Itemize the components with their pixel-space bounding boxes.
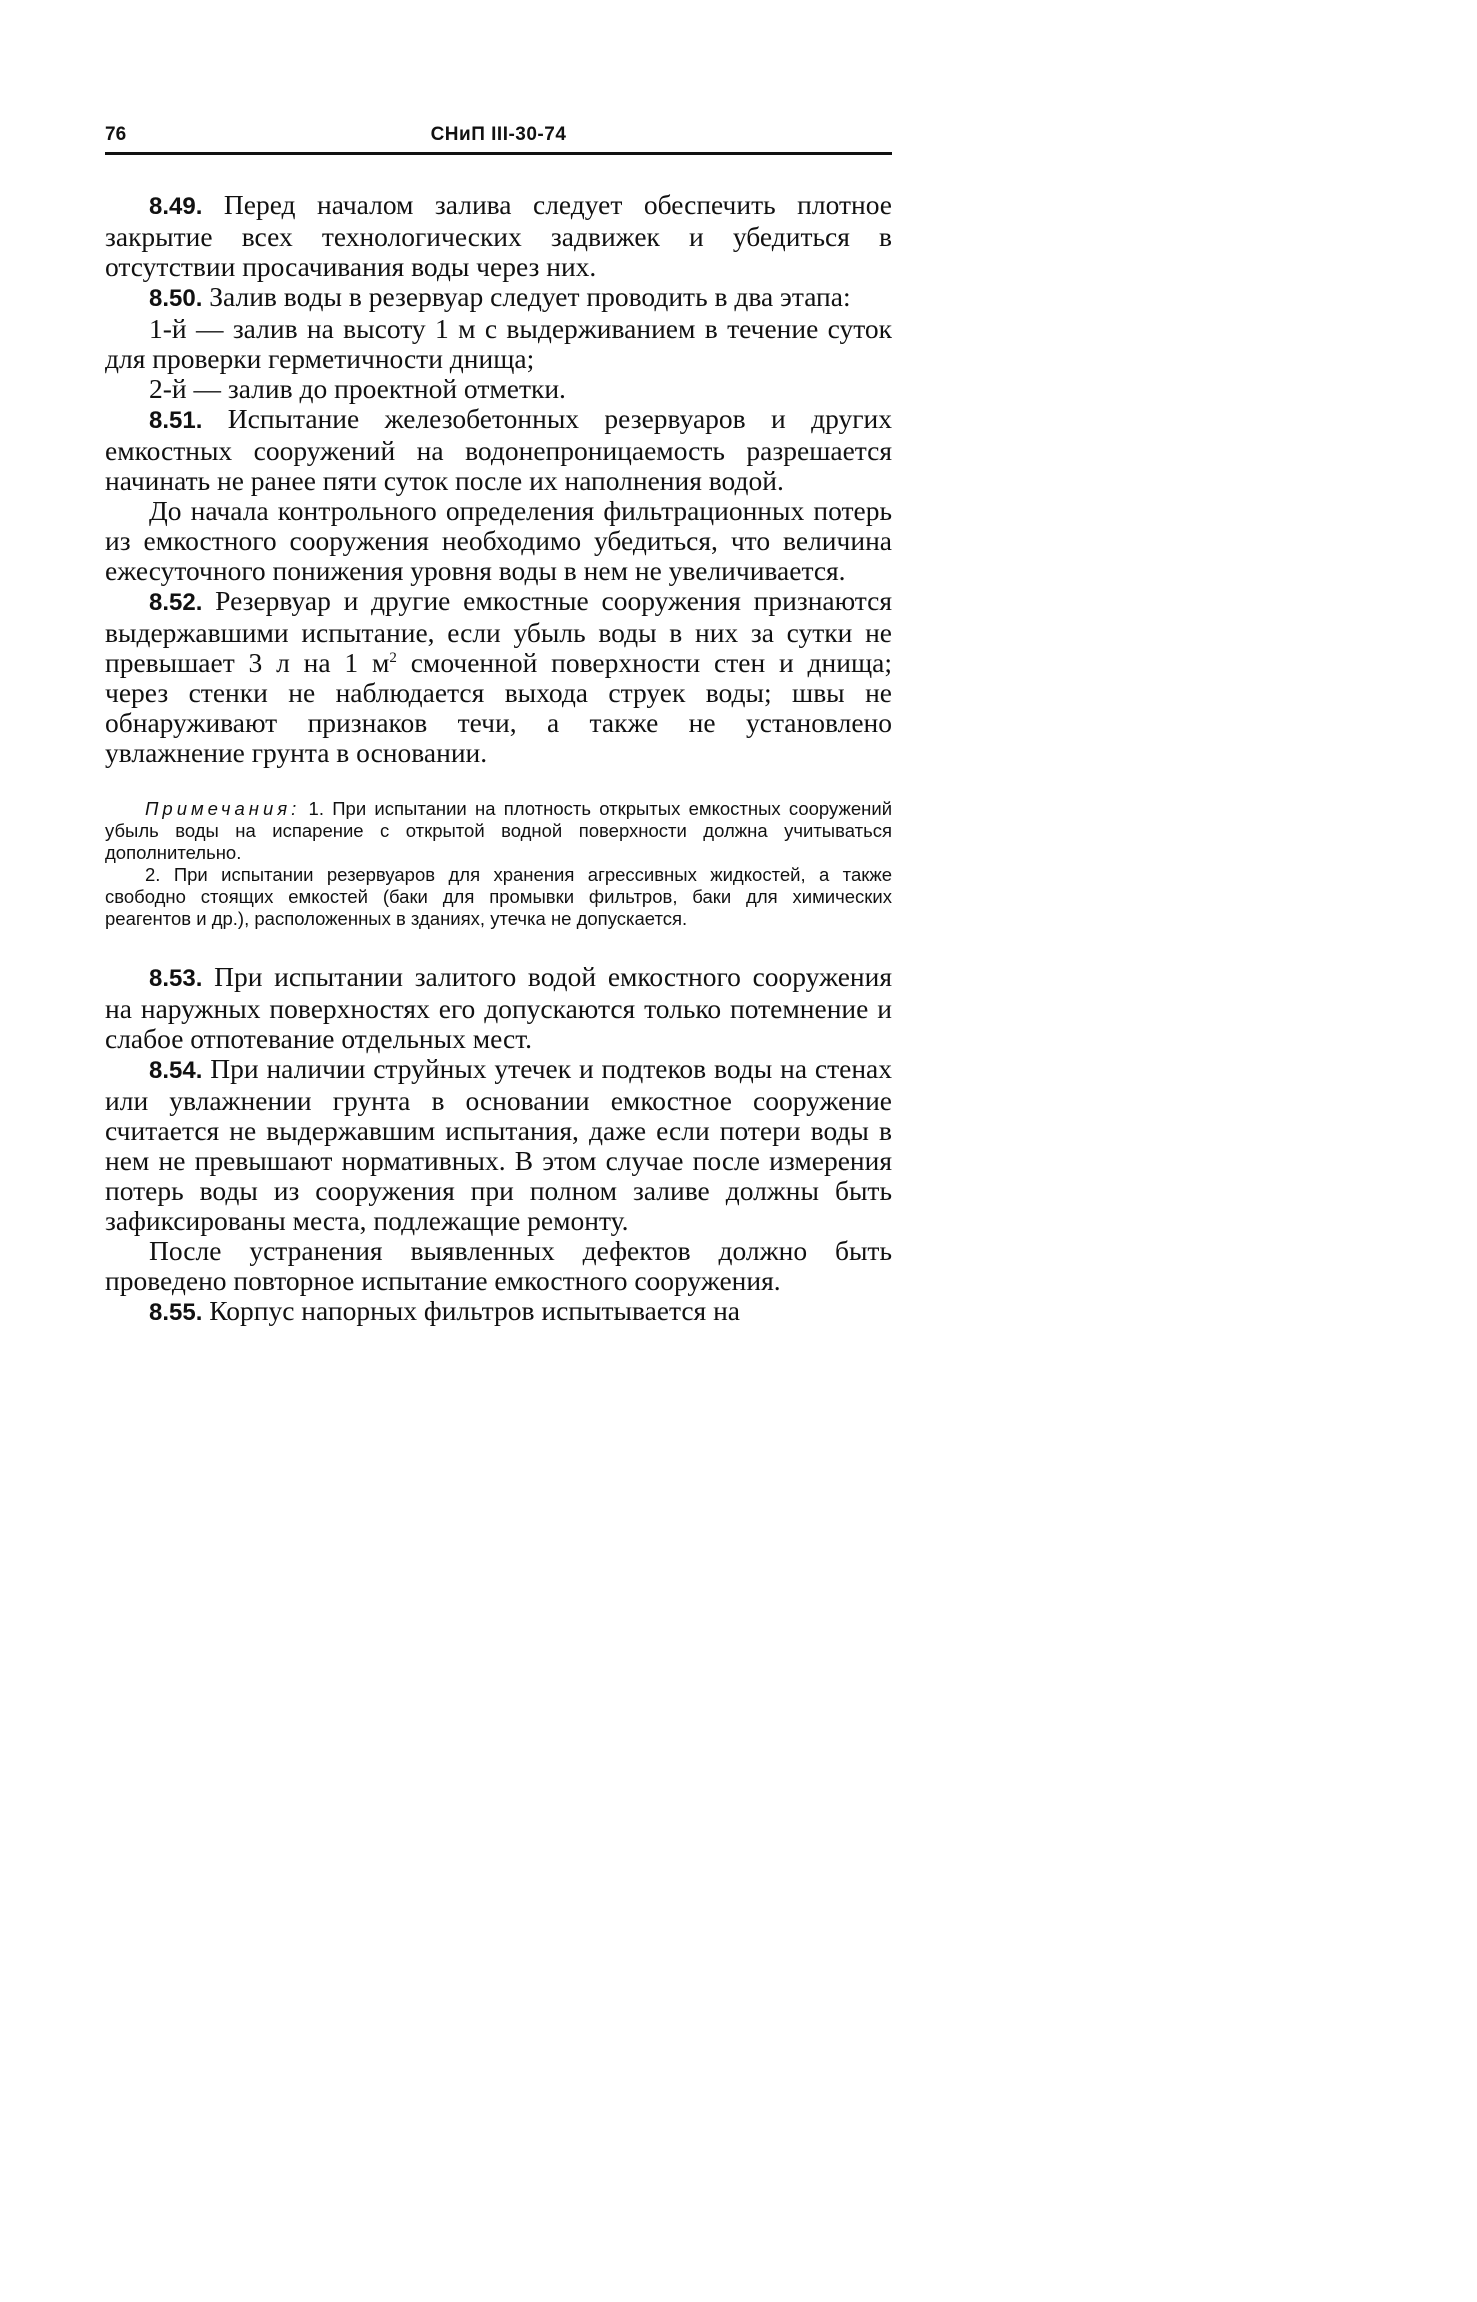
page-header [105, 120, 892, 152]
paragraph-8-54 [105, 1054, 892, 1236]
paragraph-text: смоченной поверхности стен и днища; через стенки не наблюдается выхода струек воды; швы не обнаруживают признаков течи, а также не установлено увлажнение грунта в основании. [105, 647, 892, 768]
clause-number: 8.49. [149, 193, 203, 220]
clause-number: 8.53. [149, 965, 203, 992]
note-text: При испытании на плотность открытых емкостных сооружений убыль воды на испарение с открытой водной поверхности должна учитываться дополнительно. [105, 798, 893, 863]
paragraph-8-49 [105, 190, 892, 282]
clause-number: 8.55. [149, 1299, 203, 1326]
paragraph-text: 2-й — залив до проектной отметки. [149, 373, 566, 404]
paragraph-text: При наличии струйных утечек и подтеков воды на стенах или увлажнении грунта в основании емкостное сооружение считается не выдержавшим испытания, даже если потери воды в нем не превышают нормативных. В этом случае после измерения потерь воды из сооружения при полном заливе должны быть зафиксированы места, подлежащие ремонту. [105, 1053, 893, 1236]
clause-number: 8.54. [149, 1057, 203, 1084]
paragraph-stage-1 [105, 314, 892, 374]
paragraph-text: Перед началом залива следует обеспечить плотное закрытие всех технологических задвижек и убедиться в отсутствии просачивания воды через них. [105, 189, 892, 282]
paragraph-text: При испытании залитого водой емкостного сооружения на наружных поверхностях его допускаются только потемнение и слабое отпотевание отдельных мест. [105, 961, 892, 1054]
header-rule [105, 152, 892, 155]
clause-number: 8.52. [149, 589, 203, 616]
note-text: При испытании резервуаров для хранения агрессивных жидкостей, а также свободно стоящих емкостей (баки для промывки фильтров, баки для химических реагентов и др.), расположенных в зданиях, утечка не допускается. [105, 864, 892, 929]
note-number: 1. [308, 798, 324, 819]
note-1 [105, 798, 892, 864]
paragraph-text: Резервуар и другие емкостные сооружения признаются выдержавшими испытание, если убыль воды в них за сутки не превышает 3 л на 1 м [105, 585, 893, 678]
clause-number: 8.50. [149, 285, 203, 312]
document-code: СНиП III-30-74 [430, 124, 567, 145]
paragraph-text: Корпус напорных фильтров испытывается на [209, 1295, 740, 1326]
paragraph-text: Залив воды в резервуар следует проводить в два этапа: [209, 281, 851, 312]
document-page [0, 0, 1000, 1574]
paragraph-8-54-continued [105, 1236, 892, 1296]
paragraph-text: После устранения выявленных дефектов должно быть проведено повторное испытание емкостного сооружения. [105, 1235, 892, 1296]
paragraph-8-50 [105, 282, 892, 314]
notes-label: Примечания: [145, 798, 301, 819]
document-body [105, 190, 892, 1328]
paragraph-8-51 [105, 404, 892, 496]
paragraph-stage-2 [105, 374, 892, 404]
superscript: 2 [389, 649, 397, 666]
page-number: 76 [105, 124, 127, 145]
paragraph-8-52 [105, 586, 892, 768]
paragraph-8-53 [105, 962, 892, 1054]
note-2 [105, 864, 892, 930]
paragraph-text: Испытание железобетонных резервуаров и других емкостных сооружений на водонепроницаемость разрешается начинать не ранее пяти суток после их наполнения водой. [105, 403, 892, 496]
paragraph-8-51-continued [105, 496, 892, 586]
notes-block [105, 798, 892, 930]
paragraph-text: До начала контрольного определения фильтрационных потерь из емкостного сооружения необходимо убедиться, что величина ежесуточного понижения уровня воды в нем не увеличивается. [105, 495, 892, 586]
clause-number: 8.51. [149, 407, 203, 434]
paragraph-8-55 [105, 1296, 892, 1328]
paragraph-text: 1-й — залив на высоту 1 м с выдерживанием в течение суток для проверки герметичности днища; [105, 313, 892, 374]
note-number: 2. [145, 864, 161, 885]
